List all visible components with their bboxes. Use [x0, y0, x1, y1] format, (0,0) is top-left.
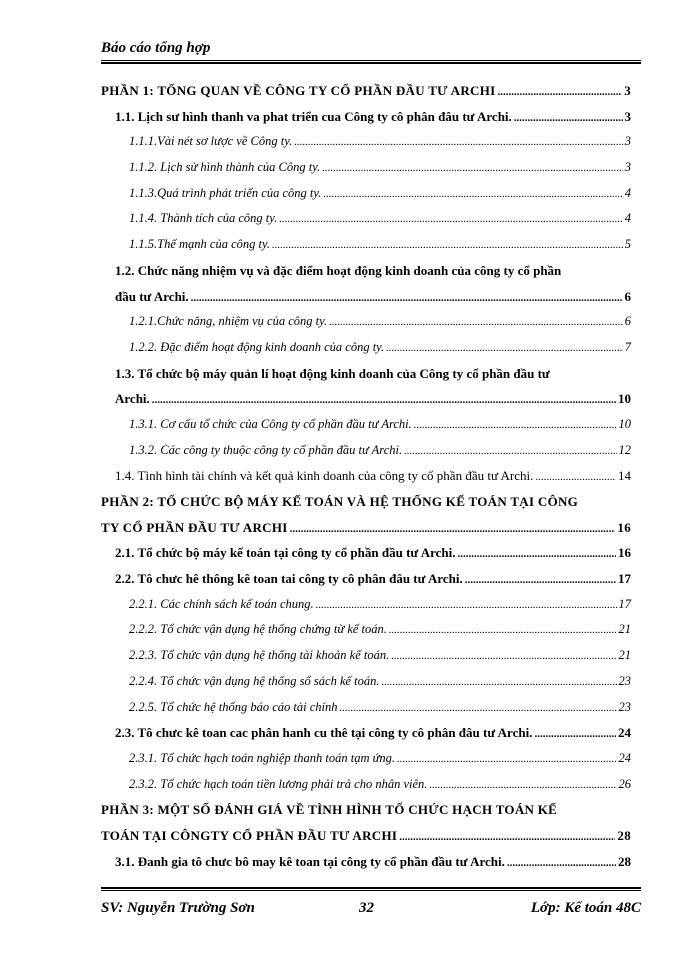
toc-entry-title: 1.3.1. Cơ cấu tổ chức của Công ty cổ phần đầu tư Archi. — [129, 416, 412, 431]
toc-entry-1-3[interactable] — [101, 386, 631, 412]
toc-entry-1-2-1[interactable] — [101, 309, 631, 335]
toc-entry-title: 2.3. Tô chưc kê toan cac phân hanh cu thê tại công ty cô phân đâu tư Archi. — [115, 725, 533, 741]
toc-entry-title: 2.2.1. Các chính sách kế toán chung. — [129, 596, 314, 611]
toc-entry-1-2-2[interactable] — [101, 335, 631, 361]
toc-entry-1-1-5[interactable] — [101, 232, 631, 258]
toc-entry-title: 1.2.2. Đặc điểm hoạt động kinh doanh của công ty. — [129, 339, 385, 354]
toc-leader-dots — [322, 156, 623, 182]
toc-leader-dots — [535, 465, 616, 491]
toc-leader-dots — [534, 722, 616, 748]
toc-entry-page: 17 — [618, 596, 631, 611]
toc-entry-2-3-2[interactable] — [101, 772, 631, 798]
toc-entry-1-1-2[interactable] — [101, 155, 631, 181]
toc-entry-page: 12 — [618, 442, 631, 457]
toc-leader-dots — [414, 413, 617, 439]
toc-entry-2-2-5[interactable] — [101, 695, 631, 721]
footer-page-number: 32 — [359, 900, 374, 916]
toc-entry-title: 2.3.1. Tổ chức hạch toán nghiệp thanh toán tạm ứng. — [129, 750, 396, 765]
toc-entry-page: 14 — [618, 468, 631, 484]
toc-entry-title: TOÁN TẠI CÔNGTY CỔ PHẦN ĐẦU TƯ ARCHI — [101, 827, 398, 843]
toc-entry-title: Archi. — [115, 391, 150, 407]
toc-entry-1-1[interactable] — [101, 104, 631, 130]
toc-entry-1-3-2[interactable] — [101, 438, 631, 464]
footer-student-name: SV: Nguyễn Trường Sơn — [101, 900, 255, 916]
toc-leader-dots — [514, 106, 623, 132]
toc-entry-1-1-4[interactable] — [101, 206, 631, 232]
toc-entry-title: TY CỔ PHẦN ĐẦU TƯ ARCHI — [101, 519, 288, 535]
footer-divider — [101, 887, 641, 891]
toc-leader-dots — [399, 825, 615, 851]
toc-entry-2-2-2[interactable] — [101, 617, 631, 643]
footer-class-name: Lớp: Kế toán 48C — [530, 900, 641, 916]
toc-entry-page: 24 — [618, 725, 631, 741]
toc-leader-dots — [279, 207, 623, 233]
toc-entry-page: 23 — [618, 699, 631, 714]
toc-entry-2-3[interactable] — [101, 720, 631, 746]
toc-leader-dots — [329, 310, 623, 336]
toc-entry-page: 3 — [624, 83, 631, 98]
toc-leader-dots — [458, 542, 616, 568]
toc-entry-part-2-line1[interactable]: PHẦN 2: TỔ CHỨC BỘ MÁY KẾ TOÁN VÀ HỆ THỐNG KẾ TOÁN TẠI CÔNG — [101, 494, 579, 509]
toc-leader-dots — [323, 182, 622, 208]
toc-entry-title: 3.1. Đanh gia tô chưc bô may kê toan tại công ty cổ phần đầu tư Archi. — [115, 853, 505, 869]
toc-leader-dots — [465, 568, 616, 594]
toc-leader-dots — [191, 286, 623, 312]
toc-entry-page: 28 — [618, 853, 631, 869]
toc-entry-2-3-1[interactable] — [101, 746, 631, 772]
toc-leader-dots — [152, 388, 616, 414]
toc-entry-title: 1.1.2. Lịch sử hình thành của Công ty. — [129, 160, 321, 175]
toc-entry-part-3[interactable] — [101, 823, 631, 849]
toc-entry-2-2[interactable] — [101, 566, 631, 592]
toc-entry-title: 1.1.3.Quá trình phát triển của công ty. — [129, 185, 322, 200]
table-of-contents — [101, 78, 631, 874]
header-divider — [101, 60, 641, 64]
toc-entry-2-2-4[interactable] — [101, 669, 631, 695]
toc-entry-title: 1.1.5.Thế mạnh của công ty. — [129, 237, 270, 252]
toc-entry-page: 6 — [624, 288, 631, 304]
toc-entry-1-2-line1[interactable]: 1.2. Chức năng nhiệm vụ và đặc điểm hoạt động kinh doanh của công ty cổ phần — [115, 262, 562, 278]
toc-leader-dots — [397, 747, 616, 773]
toc-entry-page: 3 — [624, 160, 631, 175]
toc-entry-1-3-1[interactable] — [101, 412, 631, 438]
toc-entry-title: 2.2.2. Tổ chức vận dụng hệ thống chứng từ kế toán. — [129, 622, 387, 637]
toc-entry-part-1[interactable] — [101, 78, 631, 104]
toc-entry-page: 28 — [617, 827, 631, 843]
toc-leader-dots — [389, 618, 617, 644]
page-header-title: Báo cáo tổng hợp — [101, 40, 211, 56]
toc-leader-dots — [290, 517, 616, 543]
toc-entry-2-1[interactable] — [101, 540, 631, 566]
toc-entry-part-3-line1[interactable]: PHẦN 3: MỘT SỐ ĐÁNH GIÁ VỀ TÌNH HÌNH TỔ CHỨC HẠCH TOÁN KẾ — [101, 802, 558, 818]
toc-entry-1-1-3[interactable] — [101, 181, 631, 207]
toc-entry-page: 24 — [618, 750, 631, 765]
toc-entry-title: 1.1.1.Vài nét sơ lược về Công ty. — [129, 134, 293, 149]
toc-leader-dots — [507, 851, 616, 877]
toc-entry-page: 3 — [624, 134, 631, 149]
toc-leader-dots — [391, 644, 616, 670]
toc-entry-part-2[interactable] — [101, 515, 631, 541]
toc-entry-page: 16 — [618, 545, 631, 561]
toc-entry-title: 1.4. Tình hình tài chính và kết quả kinh doanh của công ty cổ phần đầu tư Archi. — [115, 468, 534, 484]
toc-entry-title: 2.1. Tổ chức bộ máy kế toán tại công ty cổ phần đầu tư Archi. — [115, 545, 456, 561]
toc-entry-3-1[interactable] — [101, 849, 631, 875]
toc-entry-1-3-line1[interactable]: 1.3. Tổ chức bộ máy quản lí hoạt động kinh doanh của Công ty cổ phần đầu tư — [115, 365, 550, 381]
toc-entry-1-1-1[interactable] — [101, 129, 631, 155]
toc-entry-title: 2.2.3. Tổ chức vận dụng hệ thống tài khoản kế toán. — [129, 648, 390, 663]
toc-entry-page: 6 — [624, 314, 631, 329]
toc-entry-title: 1.2.1.Chức năng, nhiệm vụ của công ty. — [129, 314, 328, 329]
toc-entry-page: 21 — [618, 648, 631, 663]
toc-leader-dots — [382, 670, 617, 696]
toc-leader-dots — [498, 80, 623, 106]
toc-entry-title: đầu tư Archi. — [115, 288, 189, 304]
toc-entry-page: 5 — [624, 237, 631, 252]
toc-entry-page: 3 — [624, 108, 631, 124]
toc-entry-page: 10 — [618, 416, 631, 431]
toc-entry-title: 2.2. Tô chưc hê thông kê toan tai công ty cô phân đâu tư Archi. — [115, 571, 463, 587]
toc-entry-title: 2.2.5. Tổ chức hệ thống báo cáo tài chính — [129, 699, 338, 714]
toc-entry-1-2[interactable] — [101, 284, 631, 310]
toc-leader-dots — [272, 233, 623, 259]
toc-entry-title: 2.3.2. Tổ chức hạch toán tiền lương phải trả cho nhân viên. — [129, 776, 428, 791]
toc-entry-page: 17 — [618, 571, 631, 587]
toc-entry-page: 4 — [624, 185, 631, 200]
toc-entry-title: 1.1. Lịch sư hình thanh va phat triển cua Công ty cô phân đâu tư Archi. — [115, 108, 512, 124]
toc-leader-dots — [386, 336, 623, 362]
toc-entry-title: 1.3.2. Các công ty thuộc công ty cổ phần đầu tư Archi. — [129, 442, 403, 457]
toc-entry-title: 2.2.4. Tổ chức vận dụng hệ thống sổ sách kế toán. — [129, 673, 380, 688]
toc-entry-page: 23 — [618, 673, 631, 688]
toc-entry-2-2-1[interactable] — [101, 592, 631, 618]
toc-entry-2-2-3[interactable] — [101, 643, 631, 669]
toc-entry-page: 10 — [618, 391, 631, 407]
toc-leader-dots — [316, 593, 617, 619]
toc-entry-page: 16 — [617, 519, 631, 535]
toc-leader-dots — [429, 773, 616, 799]
toc-entry-title: 1.1.4. Thành tích của công ty. — [129, 211, 278, 226]
toc-leader-dots — [294, 130, 623, 156]
toc-entry-title: PHẦN 1: TỔNG QUAN VỀ CÔNG TY CỔ PHẦN ĐẦU TƯ ARCHI — [101, 83, 496, 98]
toc-entry-page: 26 — [618, 776, 631, 791]
toc-entry-page: 21 — [618, 622, 631, 637]
toc-entry-1-4[interactable] — [101, 463, 631, 489]
toc-leader-dots — [404, 439, 616, 465]
toc-entry-page: 4 — [624, 211, 631, 226]
toc-leader-dots — [340, 696, 617, 722]
toc-entry-page: 7 — [624, 339, 631, 354]
